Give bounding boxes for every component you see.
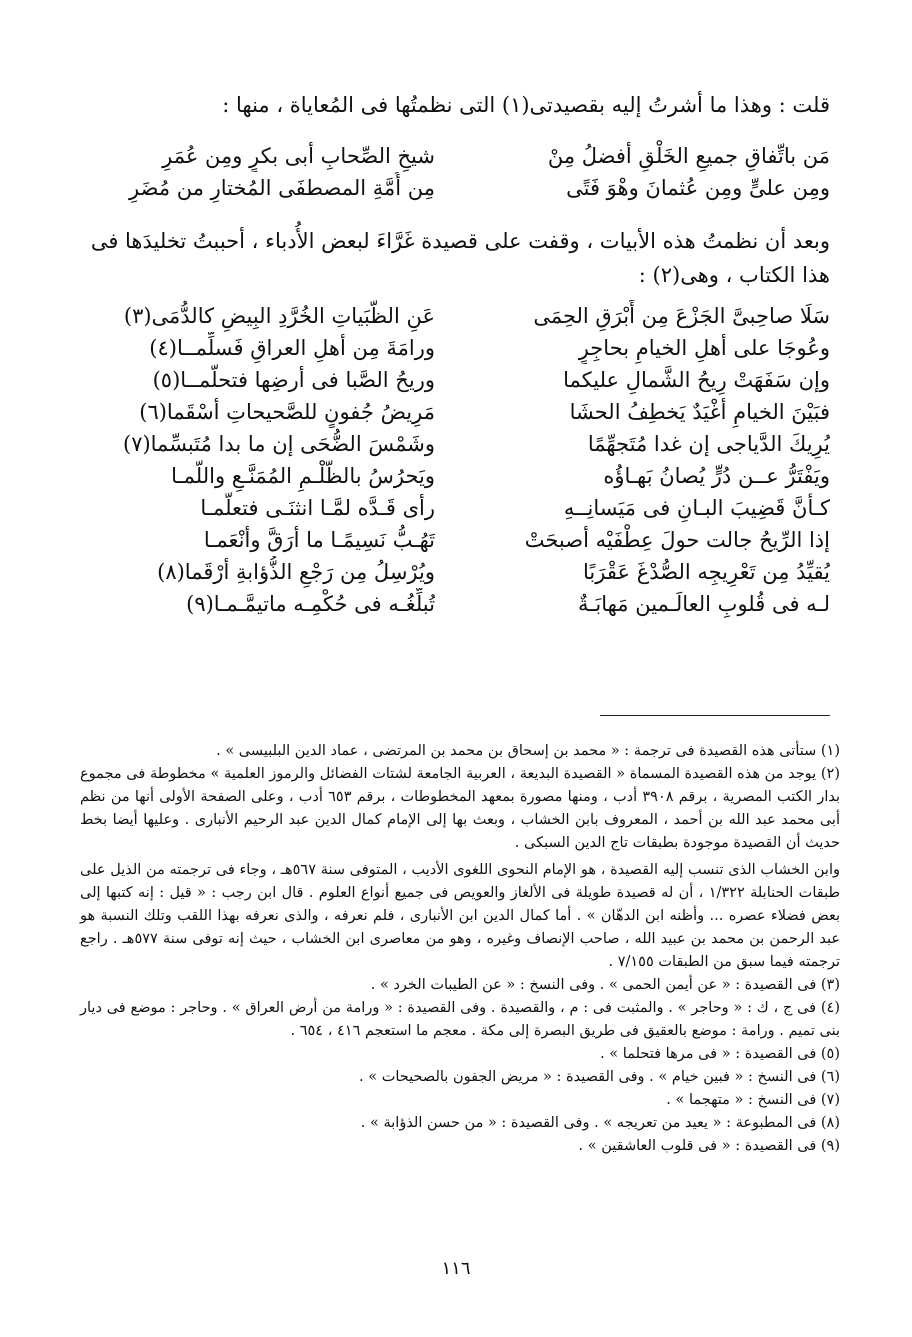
verse-line xyxy=(80,524,830,556)
verse-line xyxy=(80,428,830,460)
verse-second-hemistich: تُبلِّغُـه فى حُكْمِـه ماتيمَّـمـا(٩) xyxy=(186,592,435,616)
verse-line xyxy=(80,396,830,428)
second-paragraph xyxy=(80,224,830,292)
verse-second-hemistich: مَرِيضُ جُفونٍ للصَّحيحاتِ أسْقَما(٦) xyxy=(139,400,435,424)
footnote: (٤) فى ج ، ك : « وحاجر » . والمثبت فى : م ، والقصيدة . وفى القصيدة : « ورامة من أرض العراق » . وحاجر : موضع فى ديار بنى تميم . ورامة : موضع بالعقيق فى طريق البصرة إلى مكة . معجم ما استعجم ٤١٦ ، ٦٥٤ . xyxy=(80,1000,840,1039)
verse-line xyxy=(80,588,830,620)
verse-line xyxy=(80,364,830,396)
verse-first-hemistich: لـه فى قُلوبِ العالَـمين مَهابَـةٌ xyxy=(577,592,830,616)
verse-line xyxy=(80,332,830,364)
intro-text: قلت : وهذا ما أشرتُ إليه بقصيدتى(١) التى نظمتُها فى المُعاياة ، منها : xyxy=(222,93,830,117)
footnote: (٦) فى النسخ : « فبين خيام » . وفى القصيدة : « مريض الجفون بالصحيحات » . xyxy=(359,1069,840,1085)
verse-line xyxy=(80,172,830,204)
footnote: (٨) فى المطبوعة : « يعيد من تعريجه » . وفى القصيدة : « من حسن الذؤابة » . xyxy=(360,1115,840,1131)
intro-paragraph xyxy=(80,88,830,122)
verse-first-hemistich: فبَيْنَ الخيامِ أغْيَدٌ يَخطِفُ الحشَا xyxy=(569,400,830,424)
verse-line xyxy=(80,492,830,524)
verse-first-hemistich: مَن باتِّفاقِ جميعِ الخَلْقِ أفضلُ مِنْ xyxy=(547,144,830,168)
second-paragraph-text: وبعد أن نظمتُ هذه الأبيات ، وقفت على قصيدة غَرَّاءَ لبعض الأُدباء ، أحببتُ تخليدَها فى هذا الكتاب ، وهى(٢) : xyxy=(90,229,830,287)
verse-first-hemistich: ومِن علىٍّ ومِن عُثمانَ وهْوَ فَتًى xyxy=(566,176,830,200)
verse-line xyxy=(80,300,830,332)
verse-first-hemistich: وعُوجَا على أهلِ الخيامِ بحاجِرٍ xyxy=(578,336,830,360)
verse-first-hemistich: إذا الرِّيحُ جالت حولَ عِطْفَيْه أصبحَتْ xyxy=(524,528,830,552)
verse-first-hemistich: يُرِيكَ الدَّياجى إن غدا مُتَجهِّمًا xyxy=(587,432,830,456)
verse-second-hemistich: ورامَةَ مِن أهلِ العراقِ فَسلِّمــا(٤) xyxy=(149,336,435,360)
verse-first-hemistich: كـأنَّ قَضِيبَ البـانِ فى مَيَسانِــهِ xyxy=(563,496,830,520)
verses-group-a xyxy=(80,140,830,204)
footnote: (٥) فى القصيدة : « فى مرها فتحلما » . xyxy=(600,1046,840,1062)
footnote: (٢) يوجد من هذه القصيدة المسماة « القصيدة البديعة ، العربية الجامعة لشتات الفضائل والرموز العلمية » مخطوطة فى مجموع بدار الكتب المصرية ، برقم ٣٩٠٨ أدب ، ومنها مصورة بمعهد المخطوطات ، برقم ٦٥٣ أدب ، وعلى الصفحة الأولى أنها من نظم أبى محمد عبد الله بن أحمد ، المعروف بابن الخشاب ، وبعث بها إلى الإمام كمال الدين عبد الرحيم الأنبارى . وعليها أيضا بخط حديث أن القصيدة موجودة بطبقات تاج الدين السبكى . xyxy=(80,766,840,851)
footnotes xyxy=(80,740,840,1158)
verse-second-hemistich: ويُرْسِلُ مِن رَجْعِ الذُّؤابةِ أرْقَما(٨) xyxy=(157,560,435,584)
verses-group-b xyxy=(80,300,830,620)
verse-second-hemistich: ويَحرُسُ بالظَّلْـمِ المُمَنَّـعِ واللَّمـا xyxy=(171,464,435,488)
verse-second-hemistich: وشَمْسَ الضُّحَى إن ما بدا مُتَبسِّما(٧) xyxy=(122,432,435,456)
verse-second-hemistich: وريحُ الصَّبا فى أرضِها فتحلَّمــا(٥) xyxy=(152,368,435,392)
footnote: (٩) فى القصيدة : « فى قلوب العاشقين » . xyxy=(578,1138,840,1154)
verse-second-hemistich: مِن أُمَّةِ المصطفَى المُختارِ من مُضَرِ xyxy=(129,176,435,200)
footnote: (٧) فى النسخ : « متهجما » . xyxy=(666,1092,840,1108)
footnote-divider xyxy=(600,715,830,716)
verse-line xyxy=(80,556,830,588)
verse-second-hemistich: شيخِ الصِّحابِ أبى بكرٍ ومِن عُمَرِ xyxy=(162,144,435,168)
footnote: (١) ستأتى هذه القصيدة فى ترجمة : « محمد بن إسحاق بن محمد بن المرتضى ، عماد الدين البلبيسى » . xyxy=(216,743,840,759)
verse-first-hemistich: يُقيِّدُ مِن تَعْرِيجِه الصُّدْغَ عَقْرَبًا xyxy=(583,560,830,584)
footnote-continuation: وابن الخشاب الذى تنسب إليه القصيدة ، هو الإمام النحوى اللغوى الأديب ، المتوفى سنة ٥٦٧هـ ، وجاء فى ترجمته من الذيل على طبقات الحنابلة ١/٣٢٢ ، أن له قصيدة طويلة فى الألغاز والعويص فى جميع أنواع العلوم . قال ابن رجب : « قيل : إنه كتبها إلى بعض فضلاء عصره ... وأظنه ابن الدهّان » . أما كمال الدين ابن الأنبارى ، فلم نعرفه ، والذى نعرفه بهذا اللقب وتلك النسبة هو عبد الرحمن بن محمد بن عبيد الله ، صاحب الإنصاف وغيره ، وهو من معاصرى ابن الخشاب ، حيث إنه توفى سنة ٥٧٧هـ . راجع ترجمته فيما سبق من الطبقات ٧/١٥٥ . xyxy=(80,862,840,970)
footnote: (٣) فى القصيدة : « عن أيمن الحمى » . وفى النسخ : « عن الطيبات الخرد » . xyxy=(370,977,840,993)
page-number: ١١٦ xyxy=(441,1258,471,1279)
verse-first-hemistich: سَلَا صاحِبىَّ الجَزْعَ مِن أَبْرَقِ الحِمَى xyxy=(533,304,830,328)
verse-first-hemistich: وإن سَفَهَتْ رِيحُ الشَّمالِ عليكما xyxy=(563,368,830,392)
verse-second-hemistich: رأى قَـدَّه لمَّـا انثنَـى فتعلَّمـا xyxy=(200,496,435,520)
verse-second-hemistich: عَنِ الظَّبَياتِ الخُرَّدِ البِيضِ كالدُّمَى(٣) xyxy=(123,304,435,328)
verse-second-hemistich: تَهُـبُّ نَسِيمًـا ما أرَقَّ وأنْعَمـا xyxy=(203,528,435,552)
verse-line xyxy=(80,140,830,172)
verse-first-hemistich: ويَفْتَرُّ عــن دُرٍّ يُصانُ بَهـاؤُه xyxy=(603,464,830,488)
verse-line xyxy=(80,460,830,492)
